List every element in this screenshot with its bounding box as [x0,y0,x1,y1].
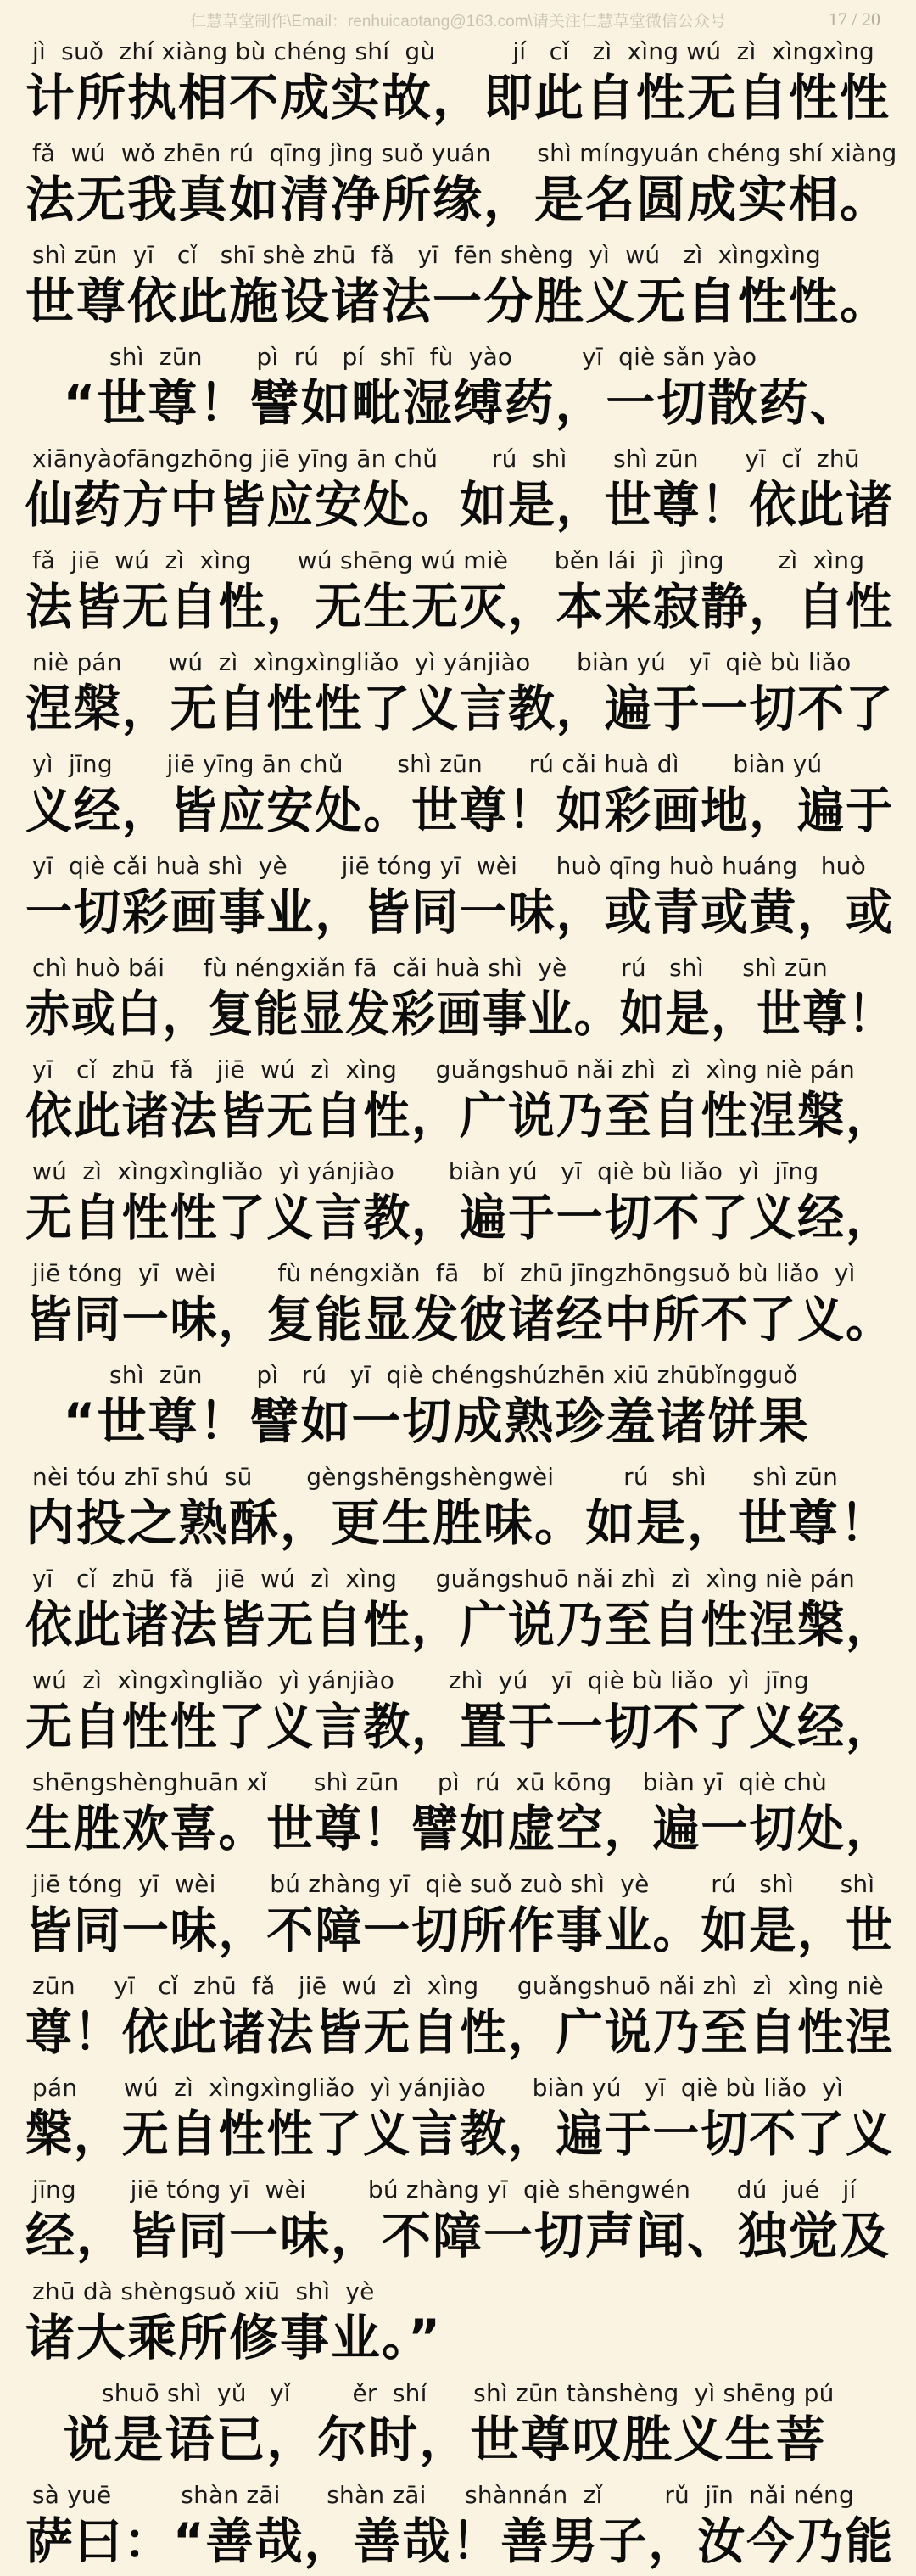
text-line [25,1151,894,1252]
hanzi-text: 诸大乘所修事业。” [25,2309,443,2366]
text-line [25,1252,894,1354]
text-line [25,132,897,234]
hanzi-text: 说是语已，尔时，世尊叹胜义生菩 [25,2411,827,2468]
text-line [25,2271,894,2372]
hanzi-text: 萨曰：“善哉，善哉！善男子，汝今乃能 [25,2512,895,2570]
text-line [25,947,894,1049]
text-line [25,31,894,132]
pinyin-annotation: nèi tóu zhī shú sū gèngshēngshèngwèi rú shì shì zūn [32,1463,839,1491]
pinyin-annotation: jiē tóng yī wèi fù néngxiǎn fā bǐ zhū jīngzhōngsuǒ bù liǎo yì [32,1259,856,1287]
text-line [25,2372,894,2474]
pinyin-annotation: zhū dà shèngsuǒ xiū shì yè [32,2277,375,2305]
text-line [25,336,894,438]
hanzi-text: 计所执相不成实故，即此自性无自性性 [25,69,891,126]
pinyin-annotation: shì zūn yī cǐ shī shè zhū fǎ yī fēn shèng yì wú zì xìngxìng [32,241,821,269]
text-line [25,540,894,641]
text-line [25,1863,894,1965]
pinyin-annotation: sà yuē shàn zāi shàn zāi shànnán zǐ rǔ jīn nǎi néng [32,2481,854,2509]
hanzi-text: 世尊依此施设诸法一分胜义无自性性。 [25,272,891,330]
pinyin-annotation: yī qiè cǎi huà shì yè jiē tóng yī wèi huò qīng huò huáng huò [32,852,866,880]
pinyin-annotation: jiē tóng yī wèi bú zhàng yī qiè suǒ zuò shì yè rú shì shì [32,1870,875,1898]
hanzi-text: “世尊！譬如一切成熟珍羞诸饼果 [25,1392,810,1450]
pinyin-annotation: yī cǐ zhū fǎ jiē wú zì xìng guǎngshuō nǎi zhì zì xìng niè pán [32,1056,855,1084]
text-line [25,845,894,947]
pinyin-annotation: wú zì xìngxìngliǎo yì yánjiào biàn yú yī qiè bù liǎo yì jīng [32,1157,819,1185]
text-line [25,1456,894,1558]
hanzi-text: 无自性性了义言教，置于一切不了义经， [25,1698,894,1756]
hanzi-text: 涅槃，无自性性了义言教，遍于一切不了 [25,680,894,737]
page-number: 17 / 20 [828,8,880,30]
pinyin-annotation: shuō shì yǔ yǐ ěr shí shì zūn tànshèng yì shēng pú [32,2379,835,2407]
text-line [25,1965,894,2067]
pinyin-annotation: shì zūn pì rú yī qiè chéngshúzhēn xiū zhūbǐngguǒ [32,1361,798,1389]
text-line [25,438,894,540]
pinyin-annotation: shì zūn pì rú pí shī fù yào yī qiè sǎn yào [32,343,757,371]
hanzi-text: 无自性性了义言教，遍于一切不了义经， [25,1189,894,1246]
hanzi-text: 皆同一味，复能显发彼诸经中所不了义。 [25,1291,894,1348]
scripture-text-body [25,31,897,2576]
pinyin-annotation: yī cǐ zhū fǎ jiē wú zì xìng guǎngshuō nǎi zhì zì xìng niè pán [32,1565,855,1593]
hanzi-text: 赤或白，复能显发彩画事业。如是，世尊！ [25,985,894,1043]
text-line [25,2067,894,2169]
hanzi-text: 法无我真如清净所缘，是名圆成实相。 [25,171,891,228]
hanzi-text: 依此诸法皆无自性，广说乃至自性涅槃， [25,1087,894,1145]
text-line [25,234,894,336]
pinyin-annotation: xiānyàofāngzhōng jiē yīng ān chǔ rú shì shì zūn yī cǐ zhū [32,445,860,473]
hanzi-text: 仙药方中皆应安处。如是，世尊！依此诸 [25,476,894,534]
hanzi-text: 内投之熟酥，更生胜味。如是，世尊！ [25,1494,891,1552]
hanzi-text: 义经，皆应安处。世尊！如彩画地，遍于 [25,781,894,839]
text-line [25,1354,894,1456]
hanzi-text: 生胜欢喜。世尊！譬如虚空，遍一切处， [25,1800,894,1857]
pinyin-annotation: jì suǒ zhí xiàng bù chéng shí gù jí cǐ zì xìng wú zì xìngxìng [32,37,874,65]
text-line [25,2474,894,2576]
pinyin-annotation: pán wú zì xìngxìngliǎo yì yánjiào biàn yú yī qiè bù liǎo yì [32,2074,843,2102]
pinyin-annotation: zūn yī cǐ zhū fǎ jiē wú zì xìng guǎngshuō nǎi zhì zì xìng niè [32,1972,884,2000]
text-line [25,743,894,845]
hanzi-text: 一切彩画事业，皆同一味，或青或黄，或 [25,883,894,941]
pinyin-annotation: chì huò bái fù néngxiǎn fā cǎi huà shì yè rú shì shì zūn [32,954,828,982]
pinyin-annotation: jīng jiē tóng yī wèi bú zhàng yī qiè shēngwén dú jué jí [32,2176,857,2204]
pinyin-annotation: yì jīng jiē yīng ān chǔ shì zūn rú cǎi huà dì biàn yú [32,750,823,778]
pinyin-annotation: fǎ jiē wú zì xìng wú shēng wú miè běn lái jì jìng zì xìng [32,546,865,574]
pinyin-annotation: wú zì xìngxìngliǎo yì yánjiào zhì yú yī qiè bù liǎo yì jīng [32,1666,809,1694]
hanzi-text: 槃，无自性性了义言教，遍于一切不了义 [25,2105,894,2163]
hanzi-text: 法皆无自性，无生无灭，本来寂静，自性 [25,578,894,636]
hanzi-text: “世尊！譬如毗湿缚药，一切散药、 [25,374,861,432]
text-line [25,1761,894,1863]
pinyin-annotation: niè pán wú zì xìngxìngliǎo yì yánjiào biàn yú yī qiè bù liǎo [32,648,852,676]
hanzi-text: 尊！依此诸法皆无自性，广说乃至自性涅 [25,2003,894,2061]
hanzi-text: 依此诸法皆无自性，广说乃至自性涅槃， [25,1596,894,1654]
hanzi-text: 经，皆同一味，不障一切声闻、独觉及 [25,2207,891,2265]
hanzi-text: 皆同一味，不障一切所作事业。如是，世 [25,1901,894,1959]
pinyin-annotation: shēngshènghuān xǐ shì zūn pì rú xū kōng biàn yī qiè chù [32,1768,828,1796]
pinyin-annotation: fǎ wú wǒ zhēn rú qīng jìng suǒ yuán shì míngyuán chéng shí xiàng [32,139,897,167]
text-line [25,1049,894,1151]
text-line [25,641,894,743]
text-line [25,1558,894,1660]
header-watermark-text: 仁慧草堂制作\Email：renhuicaotang@163.com\请关注仁慧草堂微信公众号 [190,13,726,31]
text-line [25,1660,894,1761]
text-line [25,2169,894,2271]
